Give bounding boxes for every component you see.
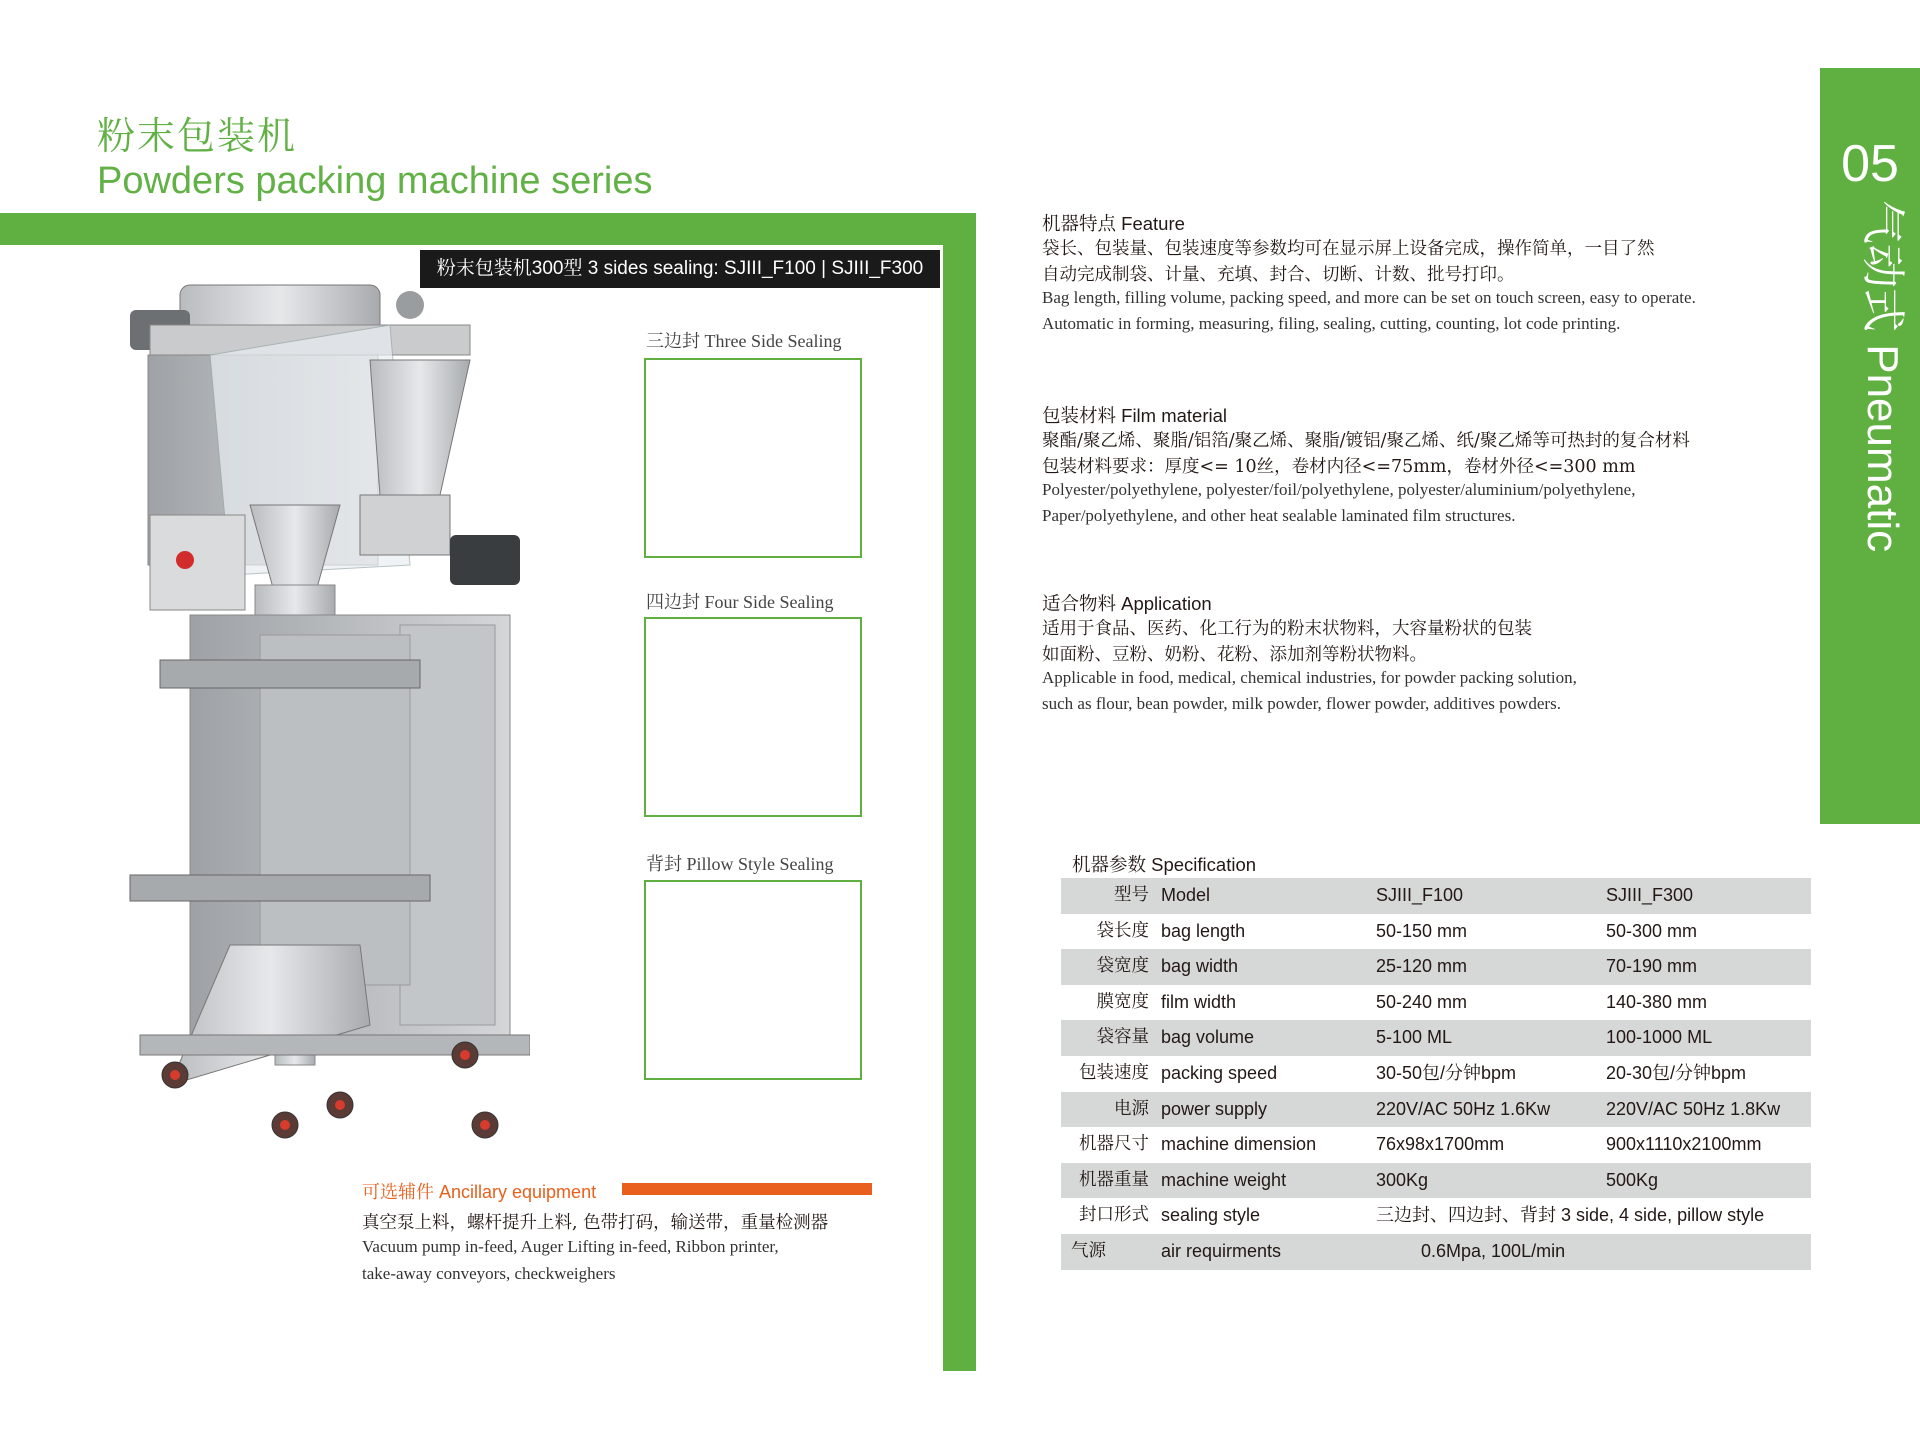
film-heading: 包装材料 Film material [1042,405,1228,426]
spec-row [1061,985,1811,1021]
application-cn-line: 适用于食品、医药、化工行为的粉末状物料，大容量粉状的包装 [1042,619,1532,639]
spec-row [1061,878,1811,914]
application-en-line: Applicable in food, medical, chemical industries, for powder packing solution, [1042,668,1577,687]
spec-cn: 袋容量 [1096,1027,1149,1048]
spec-v2: 900x1110x2100mm [1606,1134,1762,1155]
spec-v1: SJIII_F100 [1376,885,1464,905]
spec-en: bag volume [1161,1027,1255,1048]
seal-image-three-side [644,358,862,558]
green-divider-bar [943,213,976,1371]
application-en-line: such as flour, bean powder, milk powder, flower powder, additives powders. [1042,694,1561,713]
spec-v1: 25-120 mm [1376,956,1468,977]
ancillary-bar [622,1183,872,1195]
spec-row [1061,1092,1811,1128]
spec-v1: 300Kg [1376,1169,1429,1190]
spec-row [1061,949,1811,985]
seal-image-pillow [644,880,862,1080]
spec-v2: 220V/AC 50Hz 1.8Kw [1606,1098,1781,1119]
spec-span: 三边封、四边封、背封 3 side, 4 side, pillow style [1376,1205,1765,1226]
spec-v1: 30-50包/分钟bpm [1376,1062,1517,1083]
application-heading: 适合物料 Application [1042,593,1212,614]
ancillary-heading: 可选辅件 Ancillary equipment [362,1182,597,1202]
spec-v1: 76x98x1700mm [1376,1134,1505,1155]
spec-cn: 袋宽度 [1096,956,1149,977]
spec-v2: SJIII_F300 [1606,885,1694,905]
spec-v1: 50-240 mm [1376,991,1468,1012]
ancillary-cn: 真空泵上料，螺杆提升上料, 色带打码，输送带，重量检测器 [362,1213,829,1233]
spec-en: air requirments [1161,1240,1282,1261]
seal-label-three-side: 三边封 Three Side Sealing [646,331,842,351]
spec-en: machine weight [1161,1169,1287,1190]
spec-v2: 20-30包/分钟bpm [1606,1062,1747,1083]
ancillary-en-line: Vacuum pump in-feed, Auger Lifting in-feed, Ribbon printer, [362,1237,779,1256]
spec-en: bag length [1161,920,1246,941]
spec-en: power supply [1161,1098,1268,1119]
spec-row [1061,1198,1811,1234]
spec-v2: 50-300 mm [1606,920,1698,941]
spec-en: Model [1161,885,1211,905]
spec-cn: 气源 [1071,1240,1106,1261]
machine-image [110,265,530,1145]
spec-table [1061,878,1811,1270]
spec-heading: 机器参数 Specification [1072,854,1257,875]
spec-row [1061,914,1811,950]
film-en-line: Polyester/polyethylene, polyester/foil/polyethylene, polyester/aluminium/polyethylene, [1042,480,1636,499]
ancillary-en-line: take-away conveyors, checkweighers [362,1264,616,1283]
spec-cn: 袋长度 [1096,920,1149,941]
spec-row [1061,1056,1811,1092]
film-cn-line: 聚酯/聚乙烯、聚脂/铝箔/聚乙烯、聚脂/镀铝/聚乙烯、纸/聚乙烯等可热封的复合材料 [1042,431,1690,451]
spec-cn: 封口形式 [1079,1205,1149,1226]
spec-cn: 机器重量 [1079,1169,1149,1190]
spec-v2: 70-190 mm [1606,956,1698,977]
page-title-cn: 粉末包装机 [97,116,298,158]
spec-v2: 500Kg [1606,1169,1659,1190]
spec-en: packing speed [1161,1062,1278,1083]
feature-cn-line: 自动完成制袋、计量、充填、封合、切断、计数、批号打印。 [1042,265,1515,285]
spec-span: 0.6Mpa, 100L/min [1421,1240,1566,1261]
spec-en: bag width [1161,956,1239,977]
film-cn-line: 包装材料要求：厚度<= 10丝，卷材内径<=75mm，卷材外径<=300 mm [1042,457,1636,477]
green-header-bar [0,213,976,245]
page-title-en: Powders packing machine series [97,160,653,202]
model-banner: 粉末包装机300型 3 sides sealing: SJIII_F100 | SJIII_F300 [420,250,940,288]
spec-row [1061,1234,1811,1270]
spec-v1: 50-150 mm [1376,920,1468,941]
spec-cn: 型号 [1114,885,1149,905]
film-en-line: Paper/polyethylene, and other heat sealable laminated film structures. [1042,506,1516,525]
spec-en: machine dimension [1161,1134,1317,1155]
seal-image-four-side [644,617,862,817]
seal-label-pillow: 背封 Pillow Style Sealing [646,854,834,874]
spec-en: film width [1161,991,1237,1012]
spec-cn: 膜宽度 [1096,991,1149,1012]
feature-heading: 机器特点 Feature [1042,213,1185,234]
spec-en: sealing style [1161,1205,1261,1226]
section-number: 05 [1841,135,1899,193]
spec-v2: 100-1000 ML [1606,1027,1713,1048]
spec-v1: 220V/AC 50Hz 1.6Kw [1376,1098,1551,1119]
spec-row [1061,1127,1811,1163]
spec-v1: 5-100 ML [1376,1027,1453,1048]
application-cn-line: 如面粉、豆粉、奶粉、花粉、添加剂等粉状物料。 [1042,645,1427,665]
spec-cn: 包装速度 [1079,1062,1149,1083]
spec-cn: 电源 [1114,1098,1149,1119]
spec-v2: 140-380 mm [1606,991,1708,1012]
spec-cn: 机器尺寸 [1079,1134,1149,1155]
spec-row [1061,1163,1811,1199]
feature-en-line: Bag length, filling volume, packing speed, and more can be set on touch screen, easy to operate. [1042,288,1696,307]
section-tab-label: 气动式 Pneumatic [1858,200,1907,553]
feature-cn-line: 袋长、包装量、包装速度等参数均可在显示屏上设备完成，操作简单，一目了然 [1042,239,1655,259]
seal-label-four-side: 四边封 Four Side Sealing [646,592,834,612]
section-tab-label-wrap [1812,200,1920,560]
spec-row [1061,1020,1811,1056]
feature-en-line: Automatic in forming, measuring, filing, sealing, cutting, counting, lot code printing. [1042,314,1621,333]
